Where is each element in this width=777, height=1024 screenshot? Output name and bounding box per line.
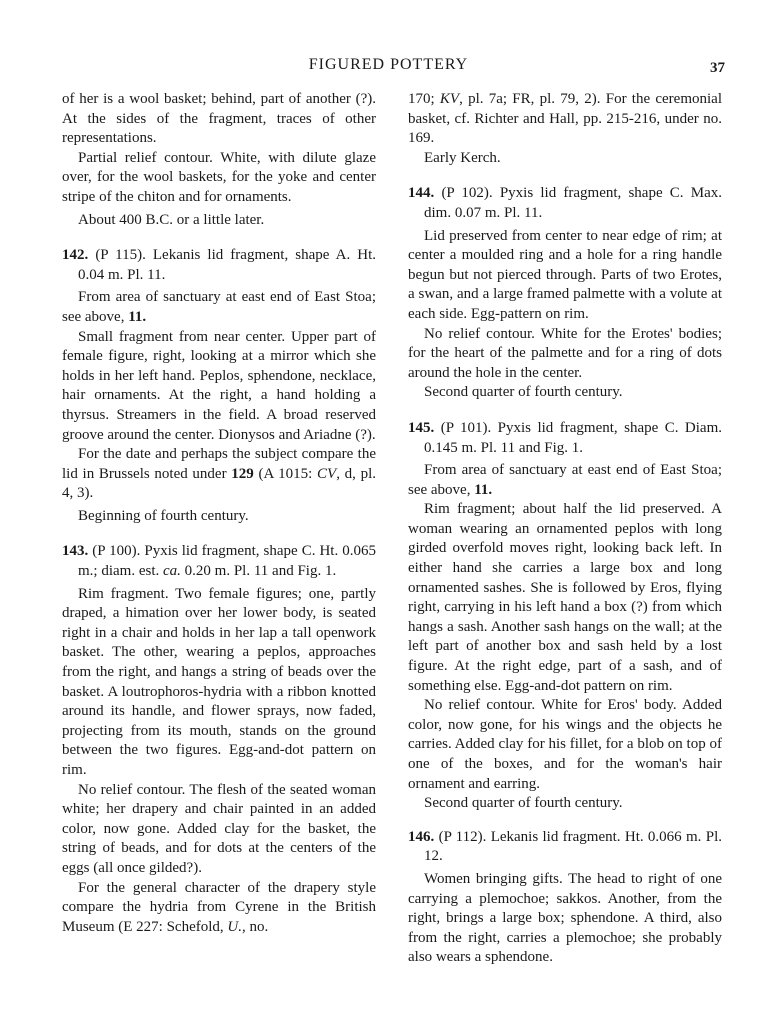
paragraph: No relief contour. White for the Erotes' bodies; for the heart of the palmette and for a ring of dots around the hole in the center. xyxy=(408,325,722,381)
paragraph: No relief contour. White for Eros' body. Added color, now gone, for his wings and the objects he carries. Added clay for his fillet, for a blob on top of one of the boxes, and for the woman's hair ornament and earring. xyxy=(408,697,722,792)
entry-heading-text: (P 115). Lekanis lid fragment, shape A. Ht. 0.04 m. Pl. 11. xyxy=(78,247,377,283)
paragraph: Rim fragment; about half the lid preserved. A woman wearing an ornamented peplos with long girded overfold moves right, looking back left. In either hand she carries a large box and long ornamented sashes. She is followed by Eros, flying right, carrying in his left hand a box (?) from which hangs a sash. Another sash hangs on the wall; at the left part of another box and sash held by a lost figure. At the right edge, part of a sash, and of something else. Egg-and-dot pattern on rim. xyxy=(408,501,722,694)
entry-number: 144. xyxy=(408,185,435,202)
paragraph: For the date and perhaps the subject compare the lid in Brussels noted under 129 (A 1015: CV, d, pl. 4, 3). xyxy=(62,446,377,502)
entry-number: 145. xyxy=(408,419,435,436)
entry-number: 143. xyxy=(62,543,89,560)
cross-reference: 129 xyxy=(231,465,254,482)
entry-number: 142. xyxy=(62,247,89,264)
date-line: Second quarter of fourth century. xyxy=(424,384,623,401)
entry-142-heading xyxy=(62,246,376,285)
entry-number: 146. xyxy=(408,828,435,845)
date-line: About 400 B.C. or a little later. xyxy=(78,211,265,228)
paragraph: For the general character of the drapery style compare the hydria from Cyrene in the British Museum (E 227: Schefold, U., no. xyxy=(62,879,376,935)
left-column xyxy=(62,90,376,937)
page-number: 37 xyxy=(710,60,725,76)
running-title: FIGURED POTTERY xyxy=(308,56,469,73)
cross-reference: 11. xyxy=(128,308,147,325)
paragraph: Partial relief contour. White, with dilute glaze over, for the wool baskets, for the yoke and center stripe of the chiton and for ornaments. xyxy=(62,149,376,205)
date-line: Second quarter of fourth century. xyxy=(424,795,623,812)
paragraph: No relief contour. The flesh of the seated woman white; her drapery and chair painted in an added color, now gone. Added clay for the basket, the string of beads, and for dots at the centers of the eggs (all once gilded?). xyxy=(62,781,376,876)
paragraph: Small fragment from near center. Upper part of female figure, right, looking at a mirror which she holds in her left hand. Peplos, sphendone, necklace, hair ornaments. At the right, a hand holding a thyrsus. Streamers in the field. A broad reserved groove around the center. Dionysos and Ariadne (?). xyxy=(62,328,376,443)
date-line: Early Kerch. xyxy=(424,149,501,166)
cross-reference: 11. xyxy=(474,481,493,498)
paragraph: Lid preserved from center to near edge of rim; at center a moulded ring and a hole for a ring handle begun but not pierced through. Parts of two Erotes, a swan, and a large framed palmette with a volute at each side. Egg-pattern on rim. xyxy=(408,227,722,322)
entry-145-heading: 145. (P 101). Pyxis lid fragment, shape C. Diam. 0.145 m. Pl. 11 and Fig. 1. xyxy=(408,419,722,456)
paragraph: of her is a wool basket; behind, part of another (?). At the sides of the fragment, traces of other representations. xyxy=(62,91,376,147)
entry-146-heading: 146. (P 112). Lekanis lid fragment. Ht. 0.066 m. Pl. 12. xyxy=(408,828,723,865)
right-column xyxy=(408,90,722,968)
entry-144-heading: 144. (P 102). Pyxis lid fragment, shape C. Max. dim. 0.07 m. Pl. 11. xyxy=(408,185,722,221)
paragraph: Women bringing gifts. The head to right of one carrying a plemochoe; sakkos. Another, from the right, brings a large box; sphendone. A third, also from the right, carries a plemochoe; she probably also wears a sphendone. xyxy=(408,870,722,966)
entry-143-heading: 143. (P 100). Pyxis lid fragment, shape C. Ht. 0.065 m.; diam. est. ca. 0.20 m. Pl. 11 and Fig. 1. xyxy=(62,543,376,580)
paragraph: 170; KV, pl. 7a; FR, pl. 79, 2). For the ceremonial basket, cf. Richter and Hall, pp. 215-216, under no. 169. xyxy=(408,91,722,147)
date-line: Beginning of fourth century. xyxy=(78,507,249,524)
paragraph: From area of sanctuary at east end of East Stoa; see above, 11. xyxy=(408,462,722,498)
paragraph: Rim fragment. Two female figures; one, partly draped, a himation over her lower body, is seated right in a chair and holds in her lap a tall openwork basket. The other, wearing a peplos, approaches from the right, and hangs a string of beads over the basket. A loutrophoros-hydria with a ribbon knotted around its handle, and flower sprays, now faded, projecting from its mouth, stands on the ground between the two figures. Egg-and-dot pattern on rim. xyxy=(62,585,376,778)
paragraph: From area of sanctuary at east end of East Stoa; see above, 11. xyxy=(62,289,376,325)
running-head xyxy=(0,56,777,80)
